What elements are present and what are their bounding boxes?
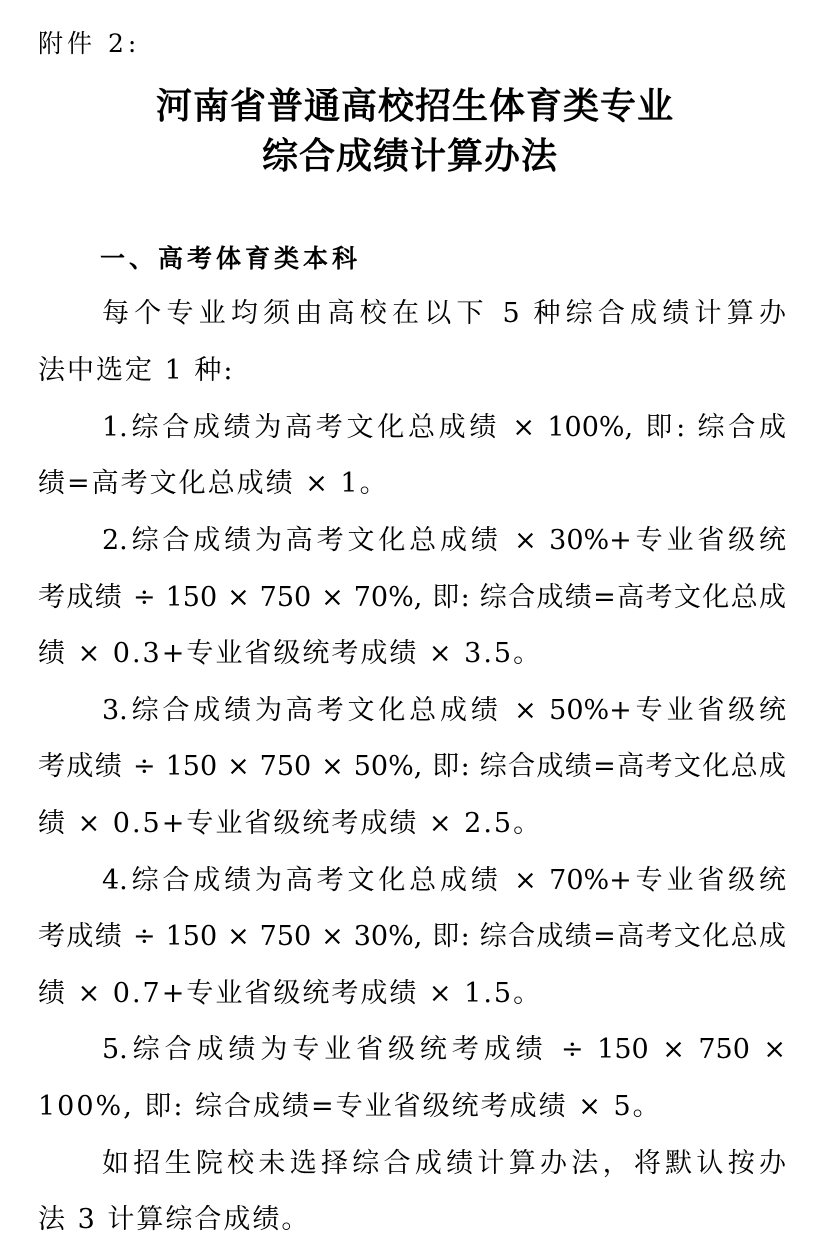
intro-line-1: 每个专业均须由高校在以下 5 种综合成绩计算办 [102, 298, 786, 329]
intro-line-2: 法中选定 1 种: [38, 355, 235, 386]
attachment-label: 附件 2: [38, 29, 141, 58]
default-note-line-1: 如招生院校未选择综合成绩计算办法，将默认按办 [102, 1148, 786, 1179]
method-5-line-1: 5.综合成绩为专业省级统考成绩 ÷ 150 × 750 × [102, 1034, 786, 1065]
method-4-line-1: 4.综合成绩为高考文化总成绩 × 70%+专业省级统 [102, 865, 786, 896]
document-title-line-2: 综合成绩计算办法 [261, 136, 558, 177]
method-2-line-2: 考成绩 ÷ 150 × 750 × 70%, 即: 综合成绩=高考文化总成 [38, 582, 786, 613]
method-4-line-3: 绩 × 0.7+专业省级统考成绩 × 1.5。 [38, 978, 543, 1009]
method-3-line-3: 绩 × 0.5+专业省级统考成绩 × 2.5。 [38, 808, 543, 839]
method-1-line-1: 1.综合成绩为高考文化总成绩 × 100%, 即: 综合成 [102, 412, 786, 443]
method-1-line-2: 绩=高考文化总成绩 × 1。 [38, 468, 389, 499]
method-3-line-2: 考成绩 ÷ 150 × 750 × 50%, 即: 综合成绩=高考文化总成 [38, 751, 786, 782]
section-heading: 一、高考体育类本科 [100, 244, 362, 273]
method-3-line-1: 3.综合成绩为高考文化总成绩 × 50%+专业省级统 [102, 695, 786, 726]
method-4-line-2: 考成绩 ÷ 150 × 750 × 30%, 即: 综合成绩=高考文化总成 [38, 921, 786, 952]
method-5-line-2: 100%, 即: 综合成绩=专业省级统考成绩 × 5。 [38, 1091, 662, 1122]
default-note-line-2: 法 3 计算综合成绩。 [38, 1204, 311, 1235]
method-2-line-3: 绩 × 0.3+专业省级统考成绩 × 3.5。 [38, 638, 543, 669]
method-2-line-1: 2.综合成绩为高考文化总成绩 × 30%+专业省级统 [102, 525, 786, 556]
document-title-line-1: 河南省普通高校招生体育类专业 [155, 86, 674, 127]
